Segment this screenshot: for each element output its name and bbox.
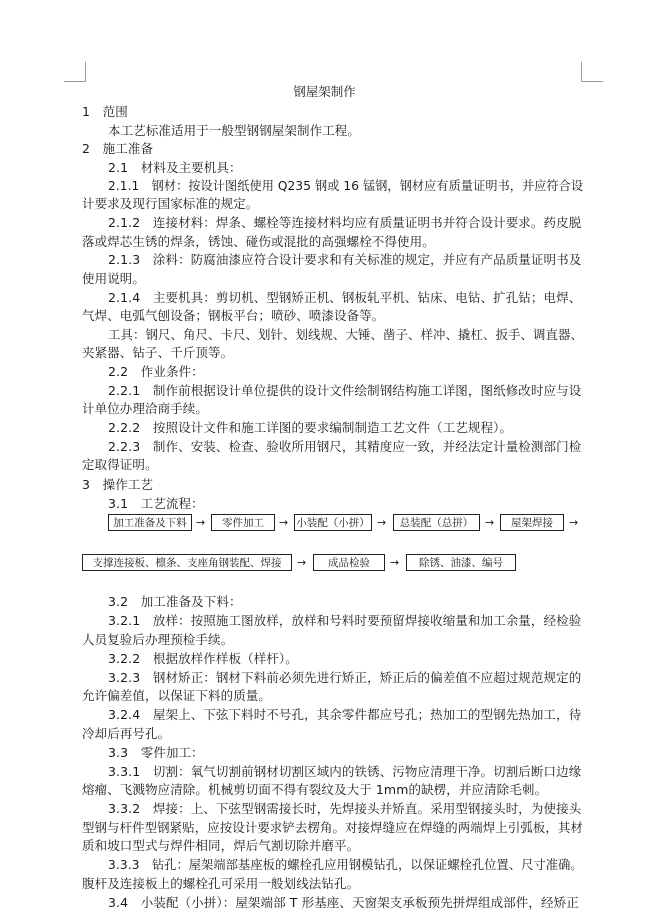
flow-step-box: 除锈、油漆、编号 (406, 554, 516, 571)
crop-mark-right-vertical (581, 62, 582, 82)
paragraph-line: 2.2.1 制作前根据设计单位提供的设计文件绘制钢结构施工详图，图纸修改时应与设 (108, 383, 582, 398)
paragraph-line: 允许偏差值，以保证下料的质量。 (82, 688, 272, 703)
flow-arrow: → (390, 556, 400, 569)
paragraph-line: 2.1.2 连接材料：焊条、螺栓等连接材料均应有质量证明书并符合设计要求。药皮脱 (108, 215, 582, 230)
flow-step-box: 总装配（总拼） (393, 514, 480, 531)
paragraph-line: 3.3.3 钻孔：屋架端部基座板的螺栓孔应用钢模钻孔，以保证螺栓孔位置、尺寸准确。 (108, 857, 583, 872)
flow-step-box: 屋架焊接 (500, 514, 564, 531)
paragraph-line: 3.2.3 钢材矫正：钢材下料前必须先进行矫正，矫正后的偏差值不应超过规范规定的 (108, 670, 582, 685)
subsection-heading: 2.1 材料及主要机具： (108, 160, 242, 175)
paragraph-line: 3.2.1 放样：按照施工图放样，放样和号料时要预留焊接收缩量和加工余量，经检验 (108, 613, 582, 628)
paragraph-line: 本工艺标准适用于一般型钢钢屋架制作工程。 (108, 123, 361, 138)
section-heading: 2 施工准备 (82, 141, 154, 156)
flow-step-box: 零件加工 (211, 514, 275, 531)
subsection-heading: 3.2 加工准备及下料： (108, 594, 242, 609)
document-title: 钢屋架制作 (293, 84, 356, 99)
paragraph-line: 3.3.2 焊接：上、下弦型钢需接长时，先焊接头并矫直。采用型钢接头时，为使接头 (108, 801, 582, 816)
paragraph-line: 熔瘤、飞溅物应清除。机械剪切面不得有裂纹及大于 1mm的缺楞，并应清除毛刺。 (82, 782, 548, 797)
paragraph-line: 腹杆及连接板上的螺栓孔可采用一般划线法钻孔。 (82, 876, 360, 891)
paragraph-line: 型钢与杆件型钢紧贴，应按设计要求铲去楞角。对接焊缝应在焊缝的两端焊上引弧板，其材 (82, 820, 583, 835)
crop-mark-right-horizontal (581, 81, 603, 82)
paragraph-line: 定取得证明。 (82, 457, 158, 472)
paragraph-line: 工具：钢尺、角尺、卡尺、划针、划线规、大锤、凿子、样冲、撬杠、扳手、调直器、 (108, 327, 583, 342)
paragraph-line: 3.4 小装配（小拼）：屋架端部 T 形基座、天窗架支承板预先拼焊组成部件，经矫正 (108, 895, 579, 910)
paragraph-line: 夹紧器、钻子、千斤顶等。 (82, 345, 234, 360)
paragraph-line: 2.2.3 制作、安装、检查、验收所用钢尺，其精度应一致，并经法定计量检测部门检 (108, 439, 582, 454)
flow-step-box: 支撑连接板、檩条、支座角钢装配、焊接 (82, 554, 292, 571)
paragraph-line: 计单位办理洽商手续。 (82, 401, 209, 416)
subsection-heading: 3.1 工艺流程： (108, 496, 204, 511)
subsection-heading: 3.3 零件加工： (108, 745, 204, 760)
flow-step-box: 加工准备及下料 (108, 514, 192, 531)
paragraph-line: 3.3.1 切割：氧气切割前钢材切割区域内的铁锈、污物应清理干净。切割后断口边缘 (108, 764, 582, 779)
flow-arrow: → (569, 516, 579, 529)
flow-arrow: → (279, 516, 289, 529)
paragraph-line: 使用说明。 (82, 271, 146, 286)
flow-arrow: → (297, 556, 307, 569)
paragraph-line: 冷却后再号孔。 (82, 726, 171, 741)
section-heading: 1 范围 (82, 104, 128, 119)
crop-mark-left-horizontal (64, 81, 86, 82)
paragraph-line: 落或焊芯生锈的焊条，锈蚀、碰伤或混批的高强螺栓不得使用。 (82, 234, 435, 249)
section-heading: 3 操作工艺 (82, 477, 154, 492)
paragraph-line: 质和坡口型式与焊件相同，焊后气割切除并磨平。 (82, 838, 360, 853)
paragraph-line: 3.2.4 屋架上、下弦下料时不号孔，其余零件都应号孔；热加工的型钢先热加工，待 (108, 707, 582, 722)
paragraph-line: 气焊、电弧气刨设备；钢板平台；喷砂、喷漆设备等。 (82, 308, 385, 323)
paragraph-line: 2.1.4 主要机具：剪切机、型钢矫正机、钢板轧平机、钻床、电钻、扩孔钻；电焊、 (108, 290, 582, 305)
paragraph-line: 人员复验后办理预检手续。 (82, 632, 234, 647)
flow-arrow: → (196, 516, 206, 529)
subsection-heading: 2.2 作业条件： (108, 364, 204, 379)
paragraph-line: 2.2.2 按照设计文件和施工详图的要求编制制造工艺文件（工艺规程）。 (108, 420, 513, 435)
flow-arrow: → (485, 516, 495, 529)
flow-step-box: 成品检验 (313, 554, 385, 571)
paragraph-line: 2.1.1 钢材：按设计图纸使用 Q235 钢或 16 锰钢，钢材应有质量证明书，并应符合设 (108, 178, 584, 193)
flow-step-box: 小装配（小拼） (294, 514, 372, 531)
paragraph-line: 2.1.3 涂料：防腐油漆应符合设计要求和有关标准的规定，并应有产品质量证明书及 (108, 252, 582, 267)
paragraph-line: 计要求及现行国家标准的规定。 (82, 196, 259, 211)
flow-arrow: → (377, 516, 387, 529)
paragraph-line: 3.2.2 根据放样作样板（样杆）。 (108, 651, 298, 666)
crop-mark-left-vertical (85, 62, 86, 82)
